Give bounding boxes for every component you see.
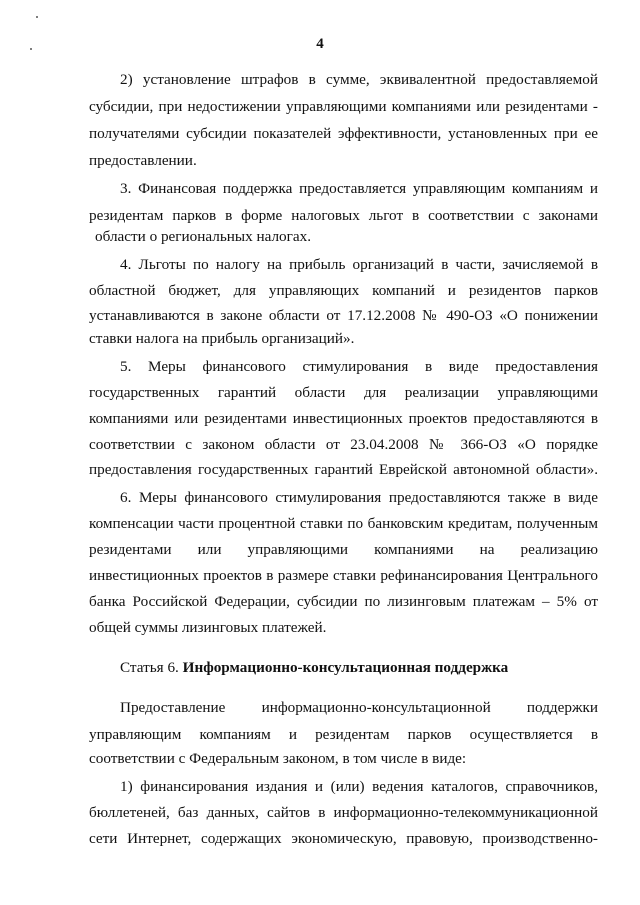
paragraph-line: резидентам парков в форме налоговых льгот в соответствии с законами [89,207,598,224]
paragraph-line: областной бюджет, для управляющих компаний и резидентов парков [89,282,598,299]
paragraph-line: бюллетеней, баз данных, сайтов в информационно-телекоммуникационной [89,804,598,821]
paragraph-line: 4. Льготы по налогу на прибыль организаций в части, зачисляемой в [120,256,598,273]
paragraph-line: области о региональных налогах. [95,228,312,245]
paragraph-line: инвестиционных проектов в размере ставки рефинансирования Центрального [89,567,598,584]
scan-speck [36,16,38,18]
paragraph-line: компенсации части процентной ставки по банковским кредитам, полученным [89,515,598,532]
paragraph-line: 3. Финансовая поддержка предоставляется управляющим компаниям и [120,180,598,197]
paragraph-line: получателями субсидии показателей эффективности, установленных при ее [89,125,598,142]
page-number: 4 [316,36,324,52]
paragraph-line: государственных гарантий области для реализации управляющими [89,384,598,401]
paragraph-line: 1) финансирования издания и (или) ведения каталогов, справочников, [120,778,598,795]
paragraph-line: 6. Меры финансового стимулирования предоставляются также в виде [120,489,598,506]
paragraph-line: соответствии с законом области от 23.04.2008 № 366-ОЗ «О порядке [89,436,598,453]
paragraph-line: устанавливаются в законе области от 17.12.2008 № 490-ОЗ «О понижении [89,307,598,324]
paragraph-line: предоставлении. [89,152,197,169]
paragraph-line: 5. Меры финансового стимулирования в виде предоставления [120,358,598,375]
paragraph-line: субсидии, при недостижении управляющими компаниями или резидентами - [89,98,598,115]
paragraph-line: банка Российской Федерации, субсидии по лизинговым платежам – 5% от [89,593,598,610]
paragraph-line: Предоставление информационно-консультационной поддержки [120,699,598,716]
article-heading [120,654,598,682]
paragraph-line: сети Интернет, содержащих экономическую, правовую, производственно- [89,830,598,847]
article-prefix: Статья 6. [120,659,183,676]
article-title: Информационно-консультационная поддержка [182,659,509,676]
paragraph-line: резидентами или управляющими компаниями на реализацию [89,541,598,558]
paragraph-line: предоставления государственных гарантий Еврейской автономной области». [89,461,598,478]
paragraph-line: 2) установление штрафов в сумме, эквивалентной предоставляемой [120,71,598,88]
paragraph-line: общей суммы лизинговых платежей. [89,619,327,636]
paragraph-line: компаниями или резидентами инвестиционных проектов предоставляются в [89,410,598,427]
paragraph-line: соответствии с Федеральным законом, в том числе в виде: [89,750,467,767]
paragraph-line: ставки налога на прибыль организаций». [89,330,355,347]
paragraph-line: управляющим компаниям и резидентам парков осуществляется в [89,726,598,743]
